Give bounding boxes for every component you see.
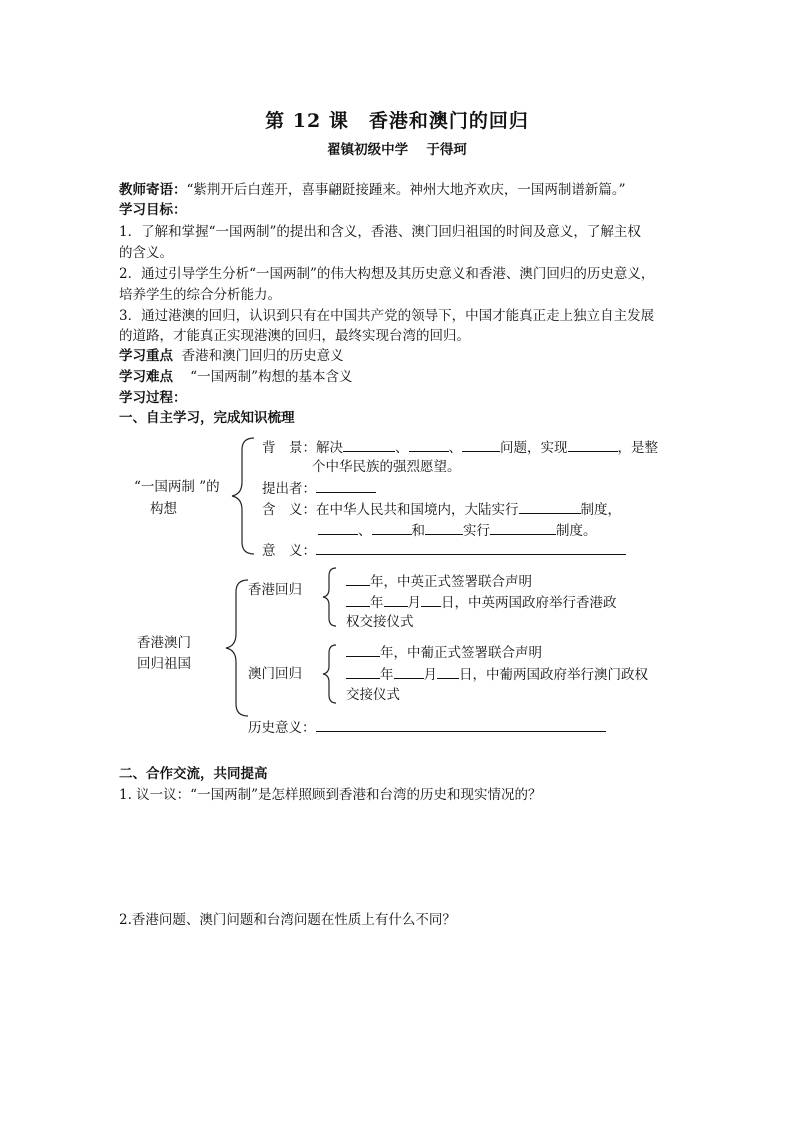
meaning-line-2 <box>318 520 597 541</box>
blank-mainland-system[interactable] <box>519 499 581 514</box>
concept-label-line-1: “一国两制 ”的 <box>134 479 220 495</box>
month-text: 月 <box>423 667 437 683</box>
background-line-2: 个中华民族的强烈愿望。 <box>312 459 461 475</box>
macau-brace-path <box>323 645 336 703</box>
process-heading: 学习过程： <box>119 390 187 406</box>
blank-history-significance[interactable] <box>316 717 606 732</box>
blank-significance[interactable] <box>316 540 626 555</box>
teacher-motto <box>119 180 626 200</box>
blank-background-1[interactable] <box>343 437 395 452</box>
hk-line-1-text: 年，中英正式签署联合声明 <box>370 574 532 590</box>
hk-brace <box>320 566 340 628</box>
objective-3-line-1: 3．通过港澳的回归，认识到只有在中国共产党的领导下，中国才能真正走上独立自主发展 <box>119 308 655 324</box>
blank-background-4[interactable] <box>568 437 618 452</box>
hk-line-3: 权交接仪式 <box>346 614 414 630</box>
blank-hk-handover-day[interactable] <box>421 592 441 607</box>
practice-text: 实行 <box>463 523 490 539</box>
month-text: 月 <box>407 595 421 611</box>
return-label-line-2: 回归祖国 <box>137 656 191 672</box>
blank-proposer[interactable] <box>316 478 376 493</box>
meaning-line-1 <box>262 499 621 520</box>
blank-hk-handover-month[interactable] <box>384 592 408 607</box>
objective-2-line-1: 2．通过引导学生分析“一国两制”的伟大构想及其历史意义和香港、澳门回归的历史意义， <box>119 266 655 282</box>
separator: 、 <box>395 440 409 456</box>
focus-text: 香港和澳门回归的历史意义 <box>181 348 344 364</box>
blank-hk-handover-year[interactable] <box>346 592 370 607</box>
blank-macau-handover-month[interactable] <box>394 664 424 679</box>
background-end-text: ，是整 <box>617 440 658 456</box>
return-label-line-1: 香港澳门 <box>137 635 191 651</box>
meaning-label: 含 义：在中华人民共和国境内，大陆实行 <box>262 502 519 518</box>
macau-brace <box>320 643 340 705</box>
blank-hk-declaration-year[interactable] <box>346 571 370 586</box>
separator: 、 <box>448 440 462 456</box>
learning-focus <box>119 346 344 366</box>
page-title: 第 12 课 香港和澳门的回归 <box>265 110 529 132</box>
section-1-heading: 一、自主学习，完成知识梳理 <box>119 410 295 426</box>
difficulty-label: 学习难点 <box>119 369 173 385</box>
objectives-heading: 学习目标： <box>119 202 187 218</box>
proposer-label: 提出者： <box>262 481 316 497</box>
macau-line-2 <box>346 664 648 685</box>
author-line: 翟镇初级中学 于得珂 <box>327 142 467 158</box>
history-significance-label: 历史意义： <box>248 720 316 736</box>
year-text: 年 <box>380 667 394 683</box>
objective-1-line-2: 的含义。 <box>119 245 173 261</box>
proposer-line <box>262 478 376 499</box>
learning-difficulty <box>119 367 352 387</box>
background-label: 背 景：解决 <box>262 440 343 456</box>
blank-macau-handover-year[interactable] <box>346 664 380 679</box>
hk-brace-path <box>323 568 336 626</box>
macau-label: 澳门回归 <box>248 666 302 682</box>
hk-label: 香港回归 <box>248 582 302 598</box>
history-significance-line <box>248 717 606 738</box>
concept-label-line-2: 构想 <box>150 501 177 517</box>
blank-macau-handover-day[interactable] <box>437 664 459 679</box>
hk-line-2-text: 日，中英两国政府举行香港政 <box>441 595 617 611</box>
macau-line-2-text: 日，中葡两国政府举行澳门政权 <box>459 667 648 683</box>
blank-region-system[interactable] <box>490 520 556 535</box>
hk-line-2 <box>346 592 617 613</box>
concept-brace <box>228 436 258 556</box>
blank-macau-declaration-year[interactable] <box>346 642 380 657</box>
objective-2-line-2: 培养学生的综合分析能力。 <box>119 287 281 303</box>
motto-label: 教师寄语： <box>119 182 187 198</box>
background-mid-text: 问题，实现 <box>500 440 568 456</box>
question-1: 1. 议一议：“一国两制”是怎样照顾到香港和台湾的历史和现实情况的？ <box>119 787 542 803</box>
hk-line-1 <box>346 571 532 592</box>
separator: 、 <box>358 523 372 539</box>
objective-1-line-1: 1．了解和掌握“一国两制”的提出和含义，香港、澳门回归祖国的时间及意义，了解主权 <box>119 224 641 240</box>
question-2: 2.香港问题、澳门问题和台湾问题在性质上有什么不同？ <box>119 912 456 928</box>
focus-label: 学习重点 <box>119 348 173 364</box>
objective-3-line-2: 的道路，才能真正实现港澳的回归，最终实现台湾的回归。 <box>119 328 470 344</box>
difficulty-text: “一国两制”构想的基本含义 <box>190 369 353 385</box>
significance-label: 意 义： <box>262 543 316 559</box>
blank-background-3[interactable] <box>462 437 500 452</box>
macau-line-3: 交接仪式 <box>346 687 400 703</box>
macau-line-1-text: 年，中葡正式签署联合声明 <box>380 645 542 661</box>
year-text: 年 <box>370 595 384 611</box>
significance-line <box>262 540 626 561</box>
meaning-end-text: 制度， <box>580 502 621 518</box>
blank-region-2[interactable] <box>372 520 412 535</box>
blank-background-2[interactable] <box>409 437 449 452</box>
section-2-heading: 二、合作交流，共同提高 <box>119 766 268 782</box>
blank-region-3[interactable] <box>425 520 463 535</box>
background-line-1 <box>262 437 658 458</box>
blank-region-1[interactable] <box>318 520 358 535</box>
concept-brace-path <box>232 438 254 554</box>
macau-line-1 <box>346 642 542 663</box>
and-text: 和 <box>411 523 425 539</box>
meaning2-end-text: 制度。 <box>556 523 597 539</box>
return-brace-path <box>226 580 248 716</box>
motto-text: “紫荆开后白莲开，喜事翩跹接踵来。神州大地齐欢庆，一国两制谱新篇。” <box>186 182 626 198</box>
